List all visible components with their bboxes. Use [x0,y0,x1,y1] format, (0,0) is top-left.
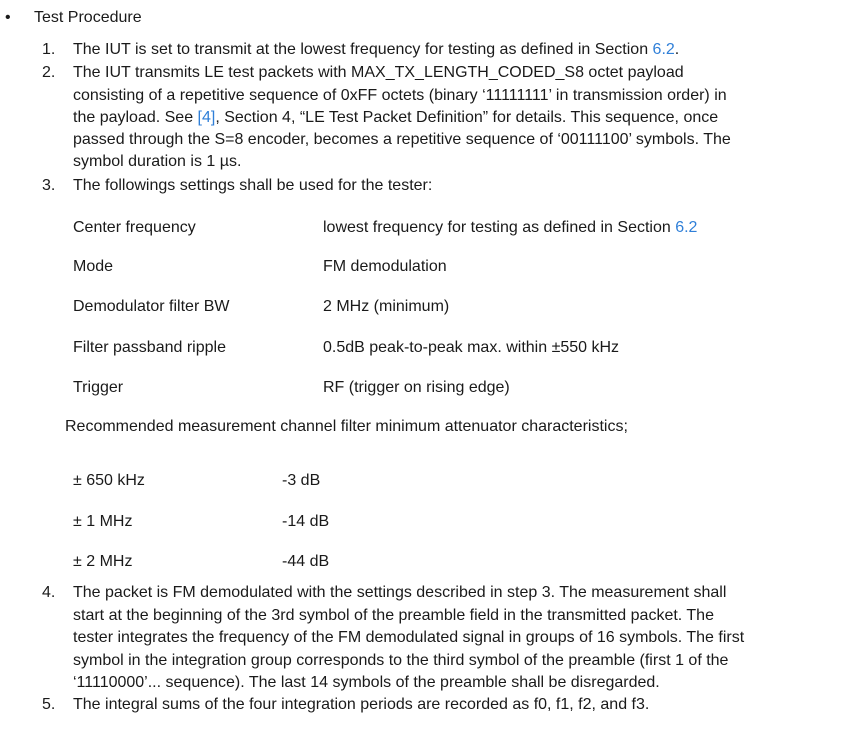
cross-reference-link[interactable]: 6.2 [675,219,698,236]
step-number: 2. [42,64,56,81]
text-segment: The IUT transmits LE test packets with MAX_TX_LENGTH_CODED_S8 octet payload [73,64,684,81]
text-segment: The followings settings shall be used for the tester: [73,177,433,194]
setting-value [323,256,447,278]
step-number: 4. [42,584,56,601]
text-segment: ‘11110000’... sequence). The last 14 symbols of the preamble shall be disregarded. [73,674,660,691]
attenuation-offset: ± 1 MHz [73,513,133,530]
setting-value-text: lowest frequency for testing as defined in Section [323,219,676,236]
setting-name: Center frequency [73,219,196,236]
step-number: 5. [42,696,56,713]
attenuation-offset: ± 2 MHz [73,553,133,570]
text-segment: tester integrates the frequency of the FM demodulated signal in groups of 16 symbols. The first [73,629,745,646]
section-heading: Test Procedure [34,9,142,26]
setting-name: Filter passband ripple [73,339,226,356]
step-text-line [73,672,660,694]
step-text-line [73,582,726,604]
attenuation-offset: ± 650 kHz [73,472,145,489]
attenuation-value: -3 dB [282,472,321,489]
step-text-line [73,650,728,672]
setting-value-text: FM demodulation [323,258,447,275]
text-segment: symbol in the integration group corresponds to the third symbol of the preamble (first 1 of the [73,652,729,669]
step-text-line [73,151,241,173]
text-segment: symbol duration is 1 µs. [73,153,242,170]
text-segment: consisting of a repetitive sequence of 0xFF octets (binary ‘11111111’ in transmission order) in [73,87,727,104]
attenuation-value: -44 dB [282,553,330,570]
text-segment: , Section 4, “LE Test Packet Definition” for details. This sequence, once [215,109,719,126]
setting-name: Trigger [73,379,124,396]
text-segment: passed through the S=8 encoder, becomes a repetitive sequence of ‘00111100’ symbols. The [73,131,731,148]
text-segment: the payload. See [73,109,198,126]
setting-value-text: 0.5dB peak-to-peak max. within ±550 kHz [323,339,620,356]
setting-name: Demodulator filter BW [73,298,230,315]
setting-value [323,296,449,318]
text-segment: The IUT is set to transmit at the lowest frequency for testing as defined in Section [73,41,653,58]
bullet: • [5,9,11,26]
step-text-line [73,129,731,151]
step-text-line [73,39,679,61]
filter-note: Recommended measurement channel filter minimum attenuator characteristics; [65,418,628,435]
step-text-line [73,627,744,649]
step-number: 1. [42,41,56,58]
attenuation-value: -14 dB [282,513,330,530]
setting-value [323,217,697,239]
text-segment: The packet is FM demodulated with the settings described in step 3. The measurement shall [73,584,727,601]
setting-name: Mode [73,258,114,275]
step-text-line [73,605,714,627]
setting-value-text: 2 MHz (minimum) [323,298,450,315]
cross-reference-link[interactable]: [4] [197,109,216,126]
step-text-line [73,62,684,84]
text-segment: . [674,41,680,58]
setting-value-text: RF (trigger on rising edge) [323,379,510,396]
step-text-line [73,107,718,129]
cross-reference-link[interactable]: 6.2 [652,41,675,58]
text-segment: The integral sums of the four integration periods are recorded as f0, f1, f2, and f3. [73,696,650,713]
text-segment: start at the beginning of the 3rd symbol of the preamble field in the transmitted packet. The [73,607,714,624]
setting-value [323,377,510,399]
step-number: 3. [42,177,56,194]
setting-value [323,337,619,359]
step-text-line [73,694,649,716]
step-text-line [73,175,432,197]
step-text-line [73,85,727,107]
